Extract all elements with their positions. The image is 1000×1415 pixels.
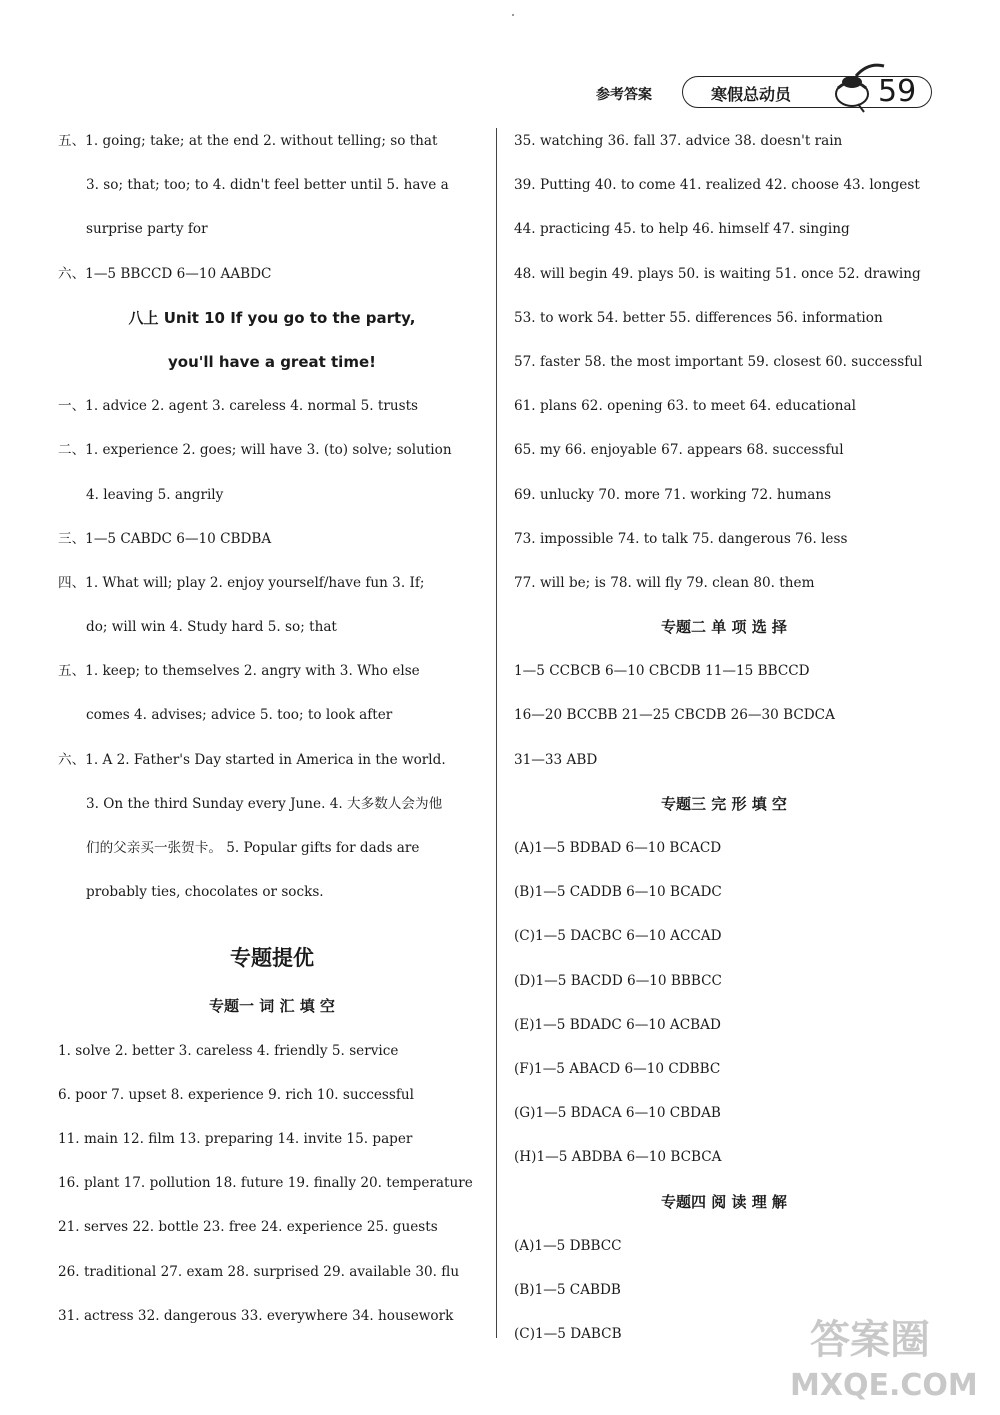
watermark bbox=[790, 1308, 990, 1408]
answer-line: (C)1—5 DACBC 6—10 ACCAD bbox=[514, 928, 722, 945]
answer-line: (E)1—5 BDADC 6—10 ACBAD bbox=[514, 1016, 721, 1033]
section-heading: 专题一 词 汇 填 空 bbox=[209, 997, 335, 1016]
answer-line: (D)1—5 BACDD 6—10 BBBCC bbox=[514, 972, 722, 989]
left-column bbox=[58, 128, 486, 1347]
answer-line: do; will win 4. Study hard 5. so; that bbox=[86, 619, 337, 636]
answer-line: surprise party for bbox=[86, 221, 208, 238]
answer-line: (F)1—5 ABACD 6—10 CDBBC bbox=[514, 1060, 721, 1077]
answer-line: 11. main 12. film 13. preparing 14. invite 15. paper bbox=[58, 1130, 413, 1147]
watermark-logo-text: 答案圈 bbox=[810, 1317, 930, 1363]
answer-line: 16. plant 17. pollution 18. future 19. finally 20. temperature bbox=[58, 1175, 473, 1192]
answer-line: (B)1—5 CABDB bbox=[514, 1281, 621, 1298]
section-heading: 八上 Unit 10 If you go to the party, bbox=[128, 308, 416, 327]
column-divider bbox=[496, 128, 497, 1338]
section-heading: 专题二 单 项 选 择 bbox=[661, 618, 787, 637]
answer-line: (B)1—5 CADDB 6—10 BCADC bbox=[514, 884, 722, 901]
book-title: 寒假总动员 bbox=[711, 85, 792, 104]
answer-line: 77. will be; is 78. will fly 79. clean 80. them bbox=[514, 574, 815, 591]
answer-line: 26. traditional 27. exam 28. surprised 29. available 30. flu bbox=[58, 1263, 460, 1280]
answer-line: 21. serves 22. bottle 23. free 24. experience 25. guests bbox=[58, 1219, 438, 1236]
page-header bbox=[560, 74, 940, 118]
answer-line: 3. On the third Sunday every June. 4. 大多数人会为他 bbox=[86, 795, 443, 812]
answer-line: 73. impossible 74. to talk 75. dangerous 76. less bbox=[514, 530, 848, 547]
answer-line: 61. plans 62. opening 63. to meet 64. educational bbox=[514, 398, 856, 415]
answer-line: 53. to work 54. better 55. differences 56. information bbox=[514, 309, 883, 326]
answer-line: 1. solve 2. better 3. careless 4. friendly 5. service bbox=[58, 1042, 399, 1059]
section-heading: you'll have a great time! bbox=[168, 352, 376, 371]
answer-line: probably ties, chocolates or socks. bbox=[86, 884, 324, 901]
reference-answers-label: 参考答案 bbox=[596, 87, 652, 103]
answer-line: (G)1—5 BDACA 6—10 CBDAB bbox=[514, 1105, 721, 1122]
answer-line: 一、1. advice 2. agent 3. careless 4. normal 5. trusts bbox=[58, 398, 419, 415]
section-heading: 专题四 阅 读 理 解 bbox=[661, 1192, 787, 1211]
chapter-heading: 专题提优 bbox=[230, 946, 314, 971]
answer-line: 六、1—5 BBCCD 6—10 AABDC bbox=[58, 265, 272, 282]
section-heading: 专题三 完 形 填 空 bbox=[661, 794, 787, 813]
answer-line: (A)1—5 DBBCC bbox=[514, 1237, 622, 1254]
answer-line: 31—33 ABD bbox=[514, 751, 598, 768]
answer-line: (C)1—5 DABCB bbox=[514, 1326, 622, 1343]
answer-line: 65. my 66. enjoyable 67. appears 68. successful bbox=[514, 442, 844, 459]
answer-line: 16—20 BCCBB 21—25 CBCDB 26—30 BCDCA bbox=[514, 707, 835, 724]
answer-line: (H)1—5 ABDBA 6—10 BCBCA bbox=[514, 1149, 722, 1166]
answer-line: 六、1. A 2. Father's Day started in America in the world. bbox=[58, 751, 446, 768]
scan-speck bbox=[512, 14, 514, 16]
answer-line: 48. will begin 49. plays 50. is waiting 51. once 52. drawing bbox=[514, 265, 921, 282]
answer-line: 二、1. experience 2. goes; will have 3. (to) solve; solution bbox=[58, 442, 452, 459]
answer-line: 39. Putting 40. to come 41. realized 42. choose 43. longest bbox=[514, 177, 920, 194]
answer-line: comes 4. advises; advice 5. too; to look after bbox=[86, 707, 393, 724]
watermark-url: MXQE.COM bbox=[790, 1368, 978, 1403]
answer-line: 44. practicing 45. to help 46. himself 47. singing bbox=[514, 221, 850, 238]
answer-line: 69. unlucky 70. more 71. working 72. humans bbox=[514, 486, 832, 503]
answer-line: 四、1. What will; play 2. enjoy yourself/have fun 3. If; bbox=[58, 574, 425, 591]
answer-line: 6. poor 7. upset 8. experience 9. rich 10. successful bbox=[58, 1086, 414, 1103]
answer-line: 35. watching 36. fall 37. advice 38. doesn't rain bbox=[514, 133, 843, 149]
answer-line: 三、1—5 CABDC 6—10 CBDBA bbox=[58, 530, 272, 547]
answer-line: 4. leaving 5. angrily bbox=[86, 486, 224, 503]
answer-line: (A)1—5 BDBAD 6—10 BCACD bbox=[514, 840, 722, 856]
answer-line: 1—5 CCBCB 6—10 CBCDB 11—15 BBCCD bbox=[514, 663, 810, 680]
page-number: 59 bbox=[878, 74, 917, 109]
answer-line: 31. actress 32. dangerous 33. everywhere 34. housework bbox=[58, 1307, 454, 1324]
answer-line: 五、1. going; take; at the end 2. without telling; so that bbox=[58, 133, 438, 149]
answer-line: 57. faster 58. the most important 59. closest 60. successful bbox=[514, 353, 923, 370]
answer-line: 3. so; that; too; to 4. didn't feel better until 5. have a bbox=[86, 177, 449, 194]
answer-line: 们的父亲买一张贺卡。 5. Popular gifts for dads are bbox=[86, 840, 420, 856]
right-column bbox=[514, 128, 934, 1365]
answer-line: 五、1. keep; to themselves 2. angry with 3. Who else bbox=[58, 663, 420, 680]
